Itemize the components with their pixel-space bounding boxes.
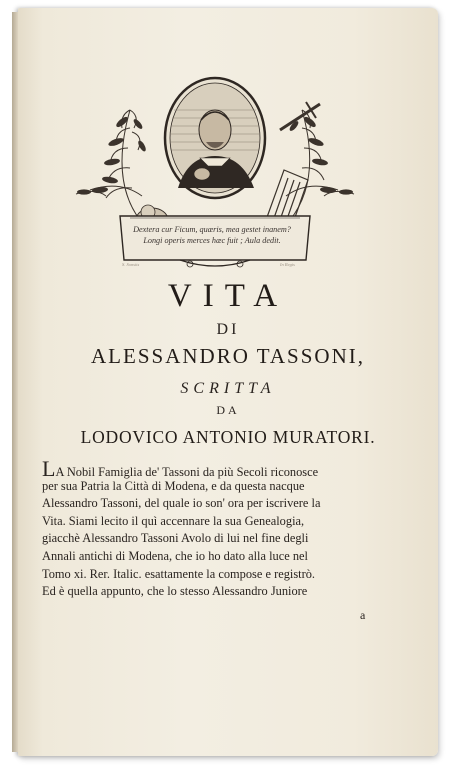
body-paragraph bbox=[42, 456, 410, 601]
body-line-1: LA Nobil Famiglia de' Tassoni da più Secoli riconosce bbox=[42, 456, 319, 481]
body-line-3: Alessandro Tassoni, del quale io son' ora per iscrivere la bbox=[42, 496, 321, 511]
body-line-5: giacchè Alessandro Tassoni Avolo di lui nel fine degli bbox=[42, 531, 309, 546]
title-author: LODOVICO ANTONIO MURATORI. bbox=[80, 427, 376, 447]
inscription-line-2: Longi operis merces hæc fuit ; Aula dedit. bbox=[143, 236, 281, 245]
title-subject-name: ALESSANDRO TASSONI, bbox=[91, 344, 365, 368]
body-line-6: Annali antichi di Modena, che io ho dato alla luce nel bbox=[42, 548, 308, 563]
body-line-2: per sua Patria la Città di Modena, e da questa nacque bbox=[42, 478, 305, 493]
body-line-8: Ed è quella appunto, che lo stesso Alessandro Juniore bbox=[42, 584, 308, 599]
title-vita: VITA bbox=[167, 278, 289, 314]
inscription-line-1: Dextera cur Ficum, quæris, mea gestet inanem? bbox=[133, 225, 291, 234]
drop-cap: L bbox=[42, 456, 56, 481]
book-page bbox=[18, 8, 438, 756]
body-line-4: Vita. Siami lecito il quì accennare la sua Genealogia, bbox=[42, 513, 305, 528]
vignette-inscription bbox=[114, 224, 310, 246]
engraver-signature-left: S. Sonsits bbox=[122, 262, 140, 267]
signature-mark: a bbox=[360, 608, 366, 622]
title-scritta: SCRITTA bbox=[180, 380, 276, 397]
title-da: DA bbox=[216, 403, 240, 417]
title-di: DI bbox=[216, 321, 240, 338]
body-line-7: Tomo xi. Rer. Italic. esattamente la compose e registrò. bbox=[42, 566, 316, 581]
engraver-signature-right: In Regis bbox=[280, 262, 295, 267]
